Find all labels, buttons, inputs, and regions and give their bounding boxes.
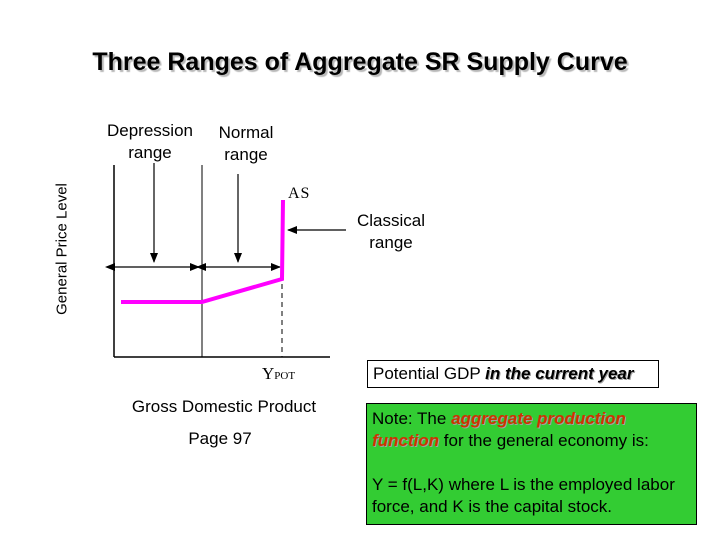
depression-label-line1: Depression: [107, 121, 193, 140]
normal-label-line2: range: [224, 145, 268, 164]
classical-label-line2: range: [369, 233, 413, 252]
depression-label-line2: range: [128, 143, 172, 162]
page-reference: Page 97: [188, 429, 252, 448]
potential-gdp-emphasis: in the current year: [485, 364, 634, 383]
note-emphasis-2: function: [372, 431, 440, 450]
slide-title: Three Ranges of Aggregate SR Supply Curve: [92, 48, 628, 76]
note-suffix: for the general economy is:: [439, 431, 649, 450]
as-curve-label: AS: [288, 185, 311, 202]
x-axis-label: Gross Domestic Product: [131, 397, 317, 416]
ypot-subscript: POT: [274, 370, 296, 382]
classical-label-line1: Classical: [356, 211, 426, 230]
note-paragraph-2: Y = f(L,K) where L is the employed labor force, and K is the capital stock.: [372, 475, 675, 516]
y-axis-label: General Price Level: [53, 183, 71, 315]
normal-label-line1: Normal: [218, 123, 274, 142]
potential-gdp-text: Potential GDP: [373, 364, 486, 383]
ypot-main: Y: [262, 364, 275, 383]
note-prefix: Note: The: [372, 409, 452, 428]
note-emphasis-1: aggregate production: [451, 409, 626, 428]
